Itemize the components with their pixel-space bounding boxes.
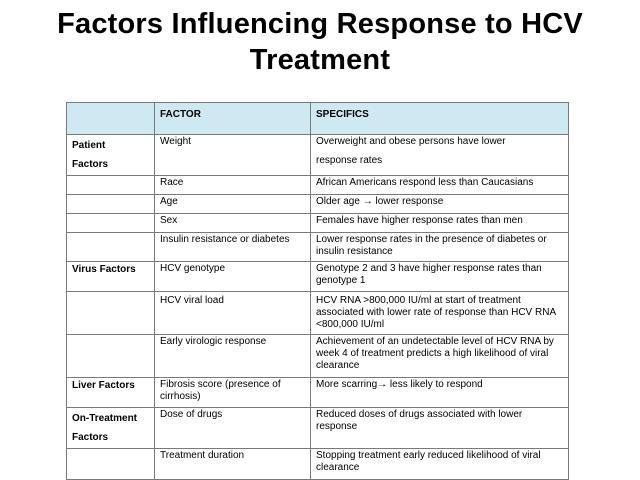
category-empty-cell bbox=[67, 214, 155, 233]
table-row bbox=[67, 195, 569, 214]
table-row bbox=[67, 135, 569, 176]
factor-cell: Early virologic response bbox=[155, 335, 311, 378]
factor-cell: Weight bbox=[155, 135, 311, 176]
specifics-cell: More scarring→ less likely to respond bbox=[311, 378, 569, 408]
factor-cell: Insulin resistance or diabetes bbox=[155, 233, 311, 262]
specifics-cell: Genotype 2 and 3 have higher response rates than genotype 1 bbox=[311, 262, 569, 292]
header-specifics: SPECIFICS bbox=[311, 103, 569, 135]
factor-cell: HCV viral load bbox=[155, 292, 311, 335]
header-category bbox=[67, 103, 155, 135]
specifics-cell: African Americans respond less than Caucasians bbox=[311, 176, 569, 195]
factor-cell: HCV genotype bbox=[155, 262, 311, 292]
specifics-cell: Overweight and obese persons have lower response rates bbox=[311, 135, 569, 176]
factor-cell: Age bbox=[155, 195, 311, 214]
category-liver-factors: Liver Factors bbox=[67, 378, 155, 408]
factor-cell: Sex bbox=[155, 214, 311, 233]
table-row bbox=[67, 378, 569, 408]
table-row bbox=[67, 262, 569, 292]
slide-title bbox=[0, 6, 640, 78]
factor-cell: Race bbox=[155, 176, 311, 195]
slide-title-line1: Factors Influencing Response to HCV bbox=[57, 8, 583, 40]
specifics-cell: Older age → lower response bbox=[311, 195, 569, 214]
category-empty-cell bbox=[67, 176, 155, 195]
table-row bbox=[67, 449, 569, 480]
table-row bbox=[67, 335, 569, 378]
table-row bbox=[67, 176, 569, 195]
specifics-cell: Females have higher response rates than men bbox=[311, 214, 569, 233]
table-row bbox=[67, 408, 569, 449]
category-virus-factors: Virus Factors bbox=[67, 262, 155, 292]
slide-title-line2: Treatment bbox=[249, 44, 391, 76]
table-row bbox=[67, 292, 569, 335]
category-empty-cell bbox=[67, 335, 155, 378]
category-empty-cell bbox=[67, 195, 155, 214]
factor-cell: Treatment duration bbox=[155, 449, 311, 480]
specifics-cell: Achievement of an undetectable level of HCV RNA by week 4 of treatment predicts a high likelihood of viral clearance bbox=[311, 335, 569, 378]
category-empty-cell bbox=[67, 292, 155, 335]
specifics-cell: HCV RNA >800,000 IU/ml at start of treatment associated with lower rate of response than HCV RNA <800,000 IU/ml bbox=[311, 292, 569, 335]
table-header-row bbox=[67, 103, 569, 135]
specifics-cell: Reduced doses of drugs associated with lower response bbox=[311, 408, 569, 449]
table-row bbox=[67, 214, 569, 233]
specifics-cell: Lower response rates in the presence of diabetes or insulin resistance bbox=[311, 233, 569, 262]
category-empty-cell bbox=[67, 449, 155, 480]
category-on-treatment-factors: On-Treatment Factors bbox=[67, 408, 155, 449]
table-row bbox=[67, 233, 569, 262]
specifics-cell: Stopping treatment early reduced likelihood of viral clearance bbox=[311, 449, 569, 480]
header-factor: FACTOR bbox=[155, 103, 311, 135]
category-empty-cell bbox=[67, 233, 155, 262]
factor-cell: Fibrosis score (presence of cirrhosis) bbox=[155, 378, 311, 408]
factors-table bbox=[66, 102, 569, 480]
category-patient-factors: Patient Factors bbox=[67, 135, 155, 176]
factor-cell: Dose of drugs bbox=[155, 408, 311, 449]
